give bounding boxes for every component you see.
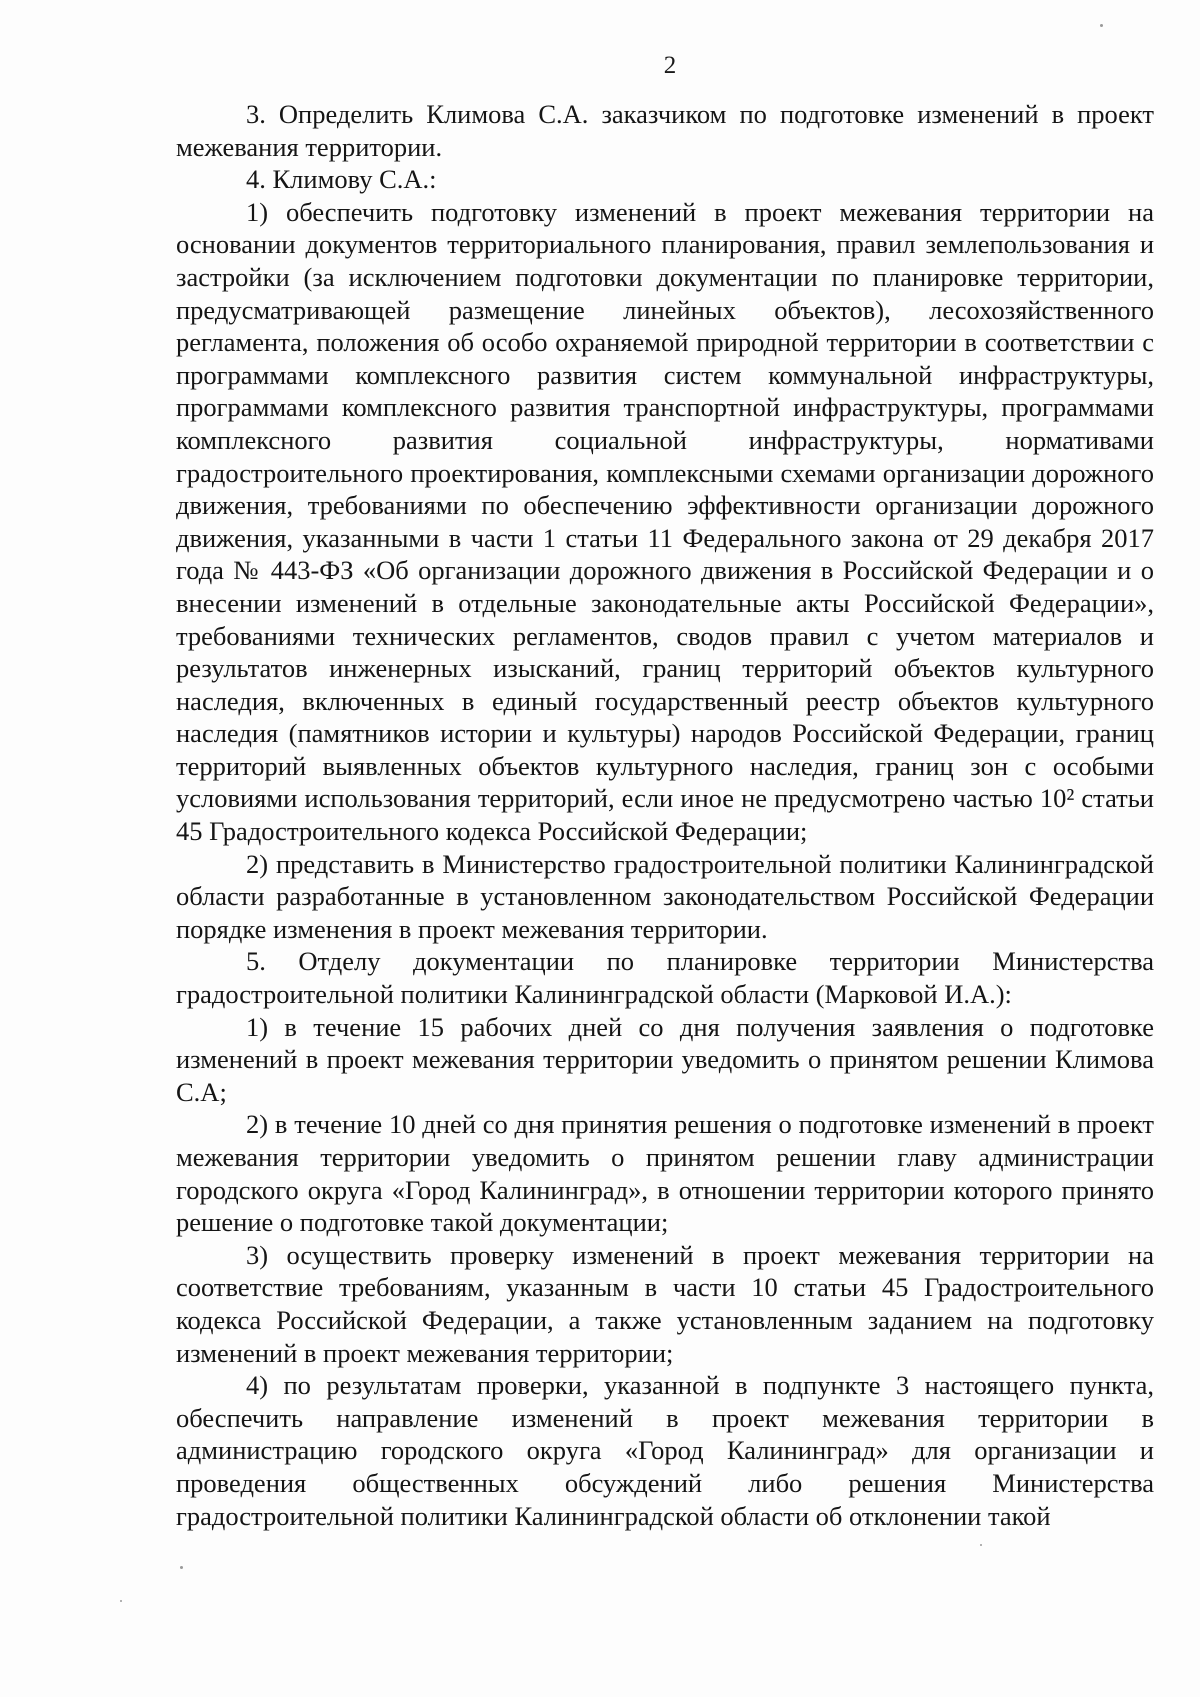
scan-speck — [120, 1600, 122, 1602]
paragraph-item-5-1: 1) в течение 15 рабочих дней со дня получения заявления о подготовке изменений в проект межевания территории уведомить о принятом решении Климова С.А; — [176, 1011, 1154, 1107]
paragraph-item-4-1: 1) обеспечить подготовку изменений в проект межевания территории на основании документов территориального планирования, правил землепользования и застройки (за исключением подготовки документации по планировке территории, предусматривающей размещение линейных объектов), лесохозяйственного регламента, положения об особо охраняемой природной территории в соответствии с программами комплексного развития систем коммунальной инфраструктуры, программами комплексного развития транспортной инфраструктуры, программами комплексного развития социальной инфраструктуры, нормативами градостроительного проектирования, комплексными схемами организации дорожного движения, требованиями по обеспечению эффективности организации дорожного движения, указанными в части 1 статьи 11 Федерального закона от 29 декабря 2017 года № 443-ФЗ «Об организации дорожного движения в Российской Федерации и о внесении изменений в отдельные законодательные акты Российской Федерации», требованиями технических регламентов, сводов правил с учетом материалов и результатов инженерных изысканий, границ территорий объектов культурного наследия, включенных в единый государственный реестр объектов культурного наследия (памятников истории и культуры) народов Российской Федерации, границ территорий выявленных объектов культурного наследия, границ зон с особыми условиями использования территорий, если иное не предусмотрено частью 10² статьи 45 Градостроительного кодекса Российской Федерации; — [176, 196, 1154, 847]
document-body — [176, 98, 1154, 1532]
scan-speck — [180, 1566, 183, 1569]
paragraph-item-5: 5. Отделу документации по планировке территории Министерства градостроительной политики Калининградской области (Марковой И.А.): — [176, 946, 1154, 1010]
paragraph-item-5-4: 4) по результатам проверки, указанной в подпункте 3 настоящего пункта, обеспечить направление изменений в проект межевания территории в администрацию городского округа «Город Калининград» для организации и проведения общественных обсуждений либо решения Министерства градостроительной политики Калининградской области об отклонении такой — [176, 1370, 1154, 1531]
scan-speck — [1100, 24, 1103, 27]
page-number: 2 — [663, 52, 677, 79]
scan-speck — [980, 1544, 982, 1546]
paragraph-item-4-2: 2) представить в Министерство градостроительной политики Калининградской области разработанные в установленном законодательством Российской Федерации порядке изменения в проект межевания территории. — [176, 848, 1154, 944]
paragraph-item-5-2: 2) в течение 10 дней со дня принятия решения о подготовке изменений в проект межевания территории уведомить о принятом решении главу администрации городского округа «Город Калининград», в отношении территории которого принято решение о подготовке такой документации; — [176, 1109, 1154, 1238]
paragraph-item-3: 3. Определить Климова С.А. заказчиком по подготовке изменений в проект межевания территории. — [176, 99, 1154, 162]
paragraph-item-4: 4. Климову С.А.: — [246, 164, 437, 195]
paragraph-item-5-3: 3) осуществить проверку изменений в проект межевания территории на соответствие требованиям, указанным в части 10 статьи 45 Градостроительного кодекса Российской Федерации, а также установленным заданием на подготовку изменений в проект межевания территории; — [176, 1239, 1154, 1368]
